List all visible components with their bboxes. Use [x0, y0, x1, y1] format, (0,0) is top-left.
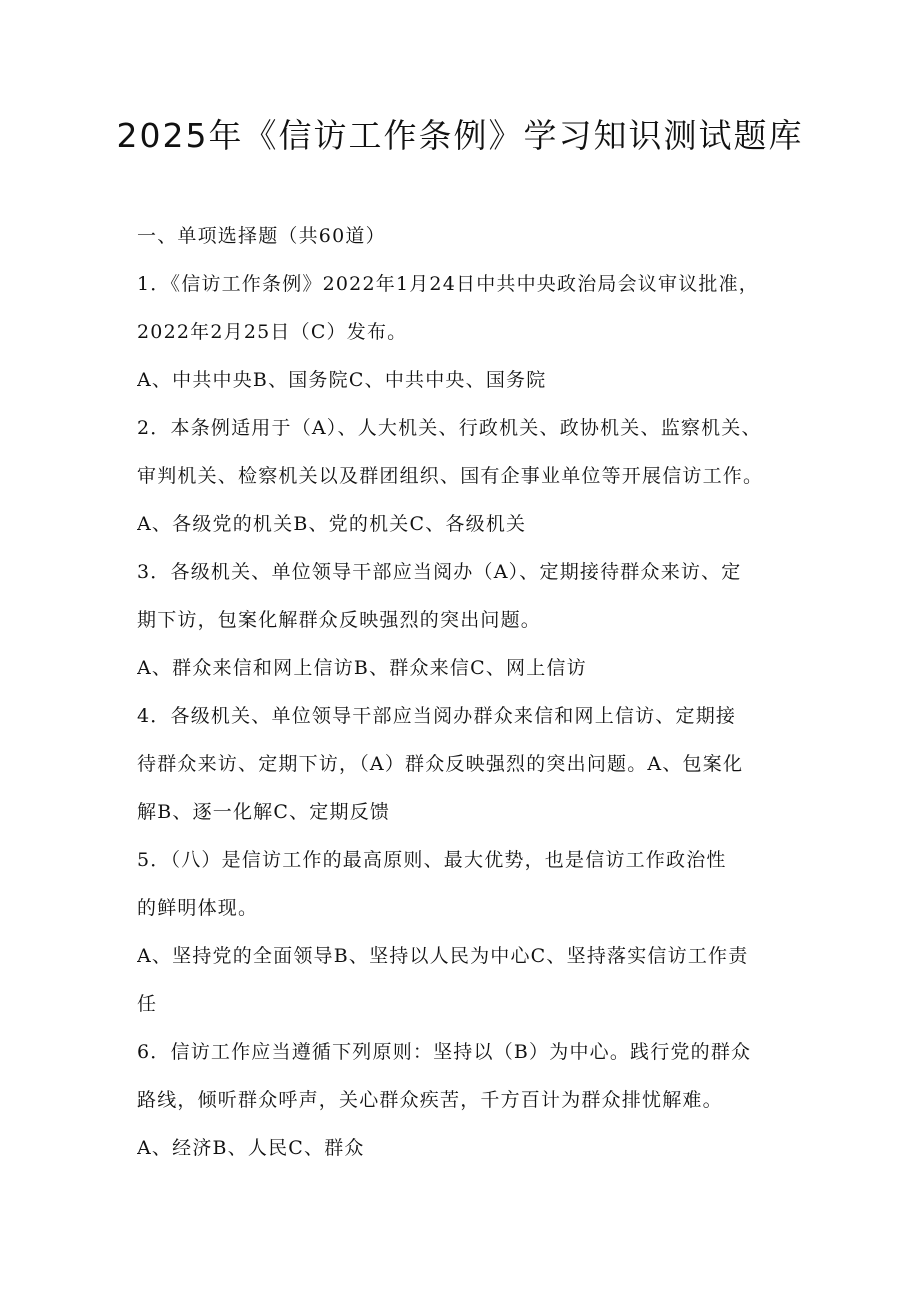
- text-line: 3．各级机关、单位领导干部应当阅办（A）、定期接待群众来访、定: [137, 561, 742, 583]
- text-line: 2022年2月25日（C）发布。: [137, 321, 408, 343]
- text-line: 5．（八）是信访工作的最高原则、最大优势，也是信访工作政治性: [137, 849, 727, 871]
- text-line: 路线，倾听群众呼声，关心群众疾苦，千方百计为群众排忧解难。: [137, 1089, 723, 1111]
- document-body: [137, 212, 787, 1172]
- text-line: A、中共中央B、国务院C、中共中央、国务院: [137, 369, 547, 391]
- text-line: 解B、逐一化解C、定期反馈: [137, 801, 391, 823]
- text-line: 期下访，包案化解群众反映强烈的突出问题。: [137, 609, 542, 631]
- text-line: A、各级党的机关B、党的机关C、各级机关: [137, 513, 527, 535]
- text-line: 的鲜明体现。: [137, 897, 259, 919]
- text-line: 4．各级机关、单位领导干部应当阅办群众来信和网上信访、定期接: [137, 705, 737, 727]
- text-line: 6．信访工作应当遵循下列原则：坚持以（B）为中心。践行党的群众: [137, 1041, 752, 1063]
- section-heading: 一、单项选择题（共60道）: [137, 225, 386, 247]
- text-line: 2．本条例适用于（A）、人大机关、行政机关、政协机关、监察机关、: [137, 417, 762, 439]
- text-line: A、坚持党的全面领导B、坚持以人民为中心C、坚持落实信访工作责: [137, 945, 749, 967]
- document-title: 2025年《信访工作条例》学习知识测试题库: [116, 116, 804, 155]
- text-line: 1．《信访工作条例》2022年1月24日中共中央政治局会议审议批准，: [137, 273, 760, 295]
- text-line: A、群众来信和网上信访B、群众来信C、网上信访: [137, 657, 587, 679]
- text-line: 任: [137, 993, 158, 1015]
- text-line: 待群众来访、定期下访，（A）群众反映强烈的突出问题。A、包案化: [137, 753, 744, 775]
- text-line: A、经济B、人民C、群众: [137, 1137, 365, 1159]
- text-line: 审判机关、检察机关以及群团组织、国有企事业单位等开展信访工作。: [137, 465, 764, 487]
